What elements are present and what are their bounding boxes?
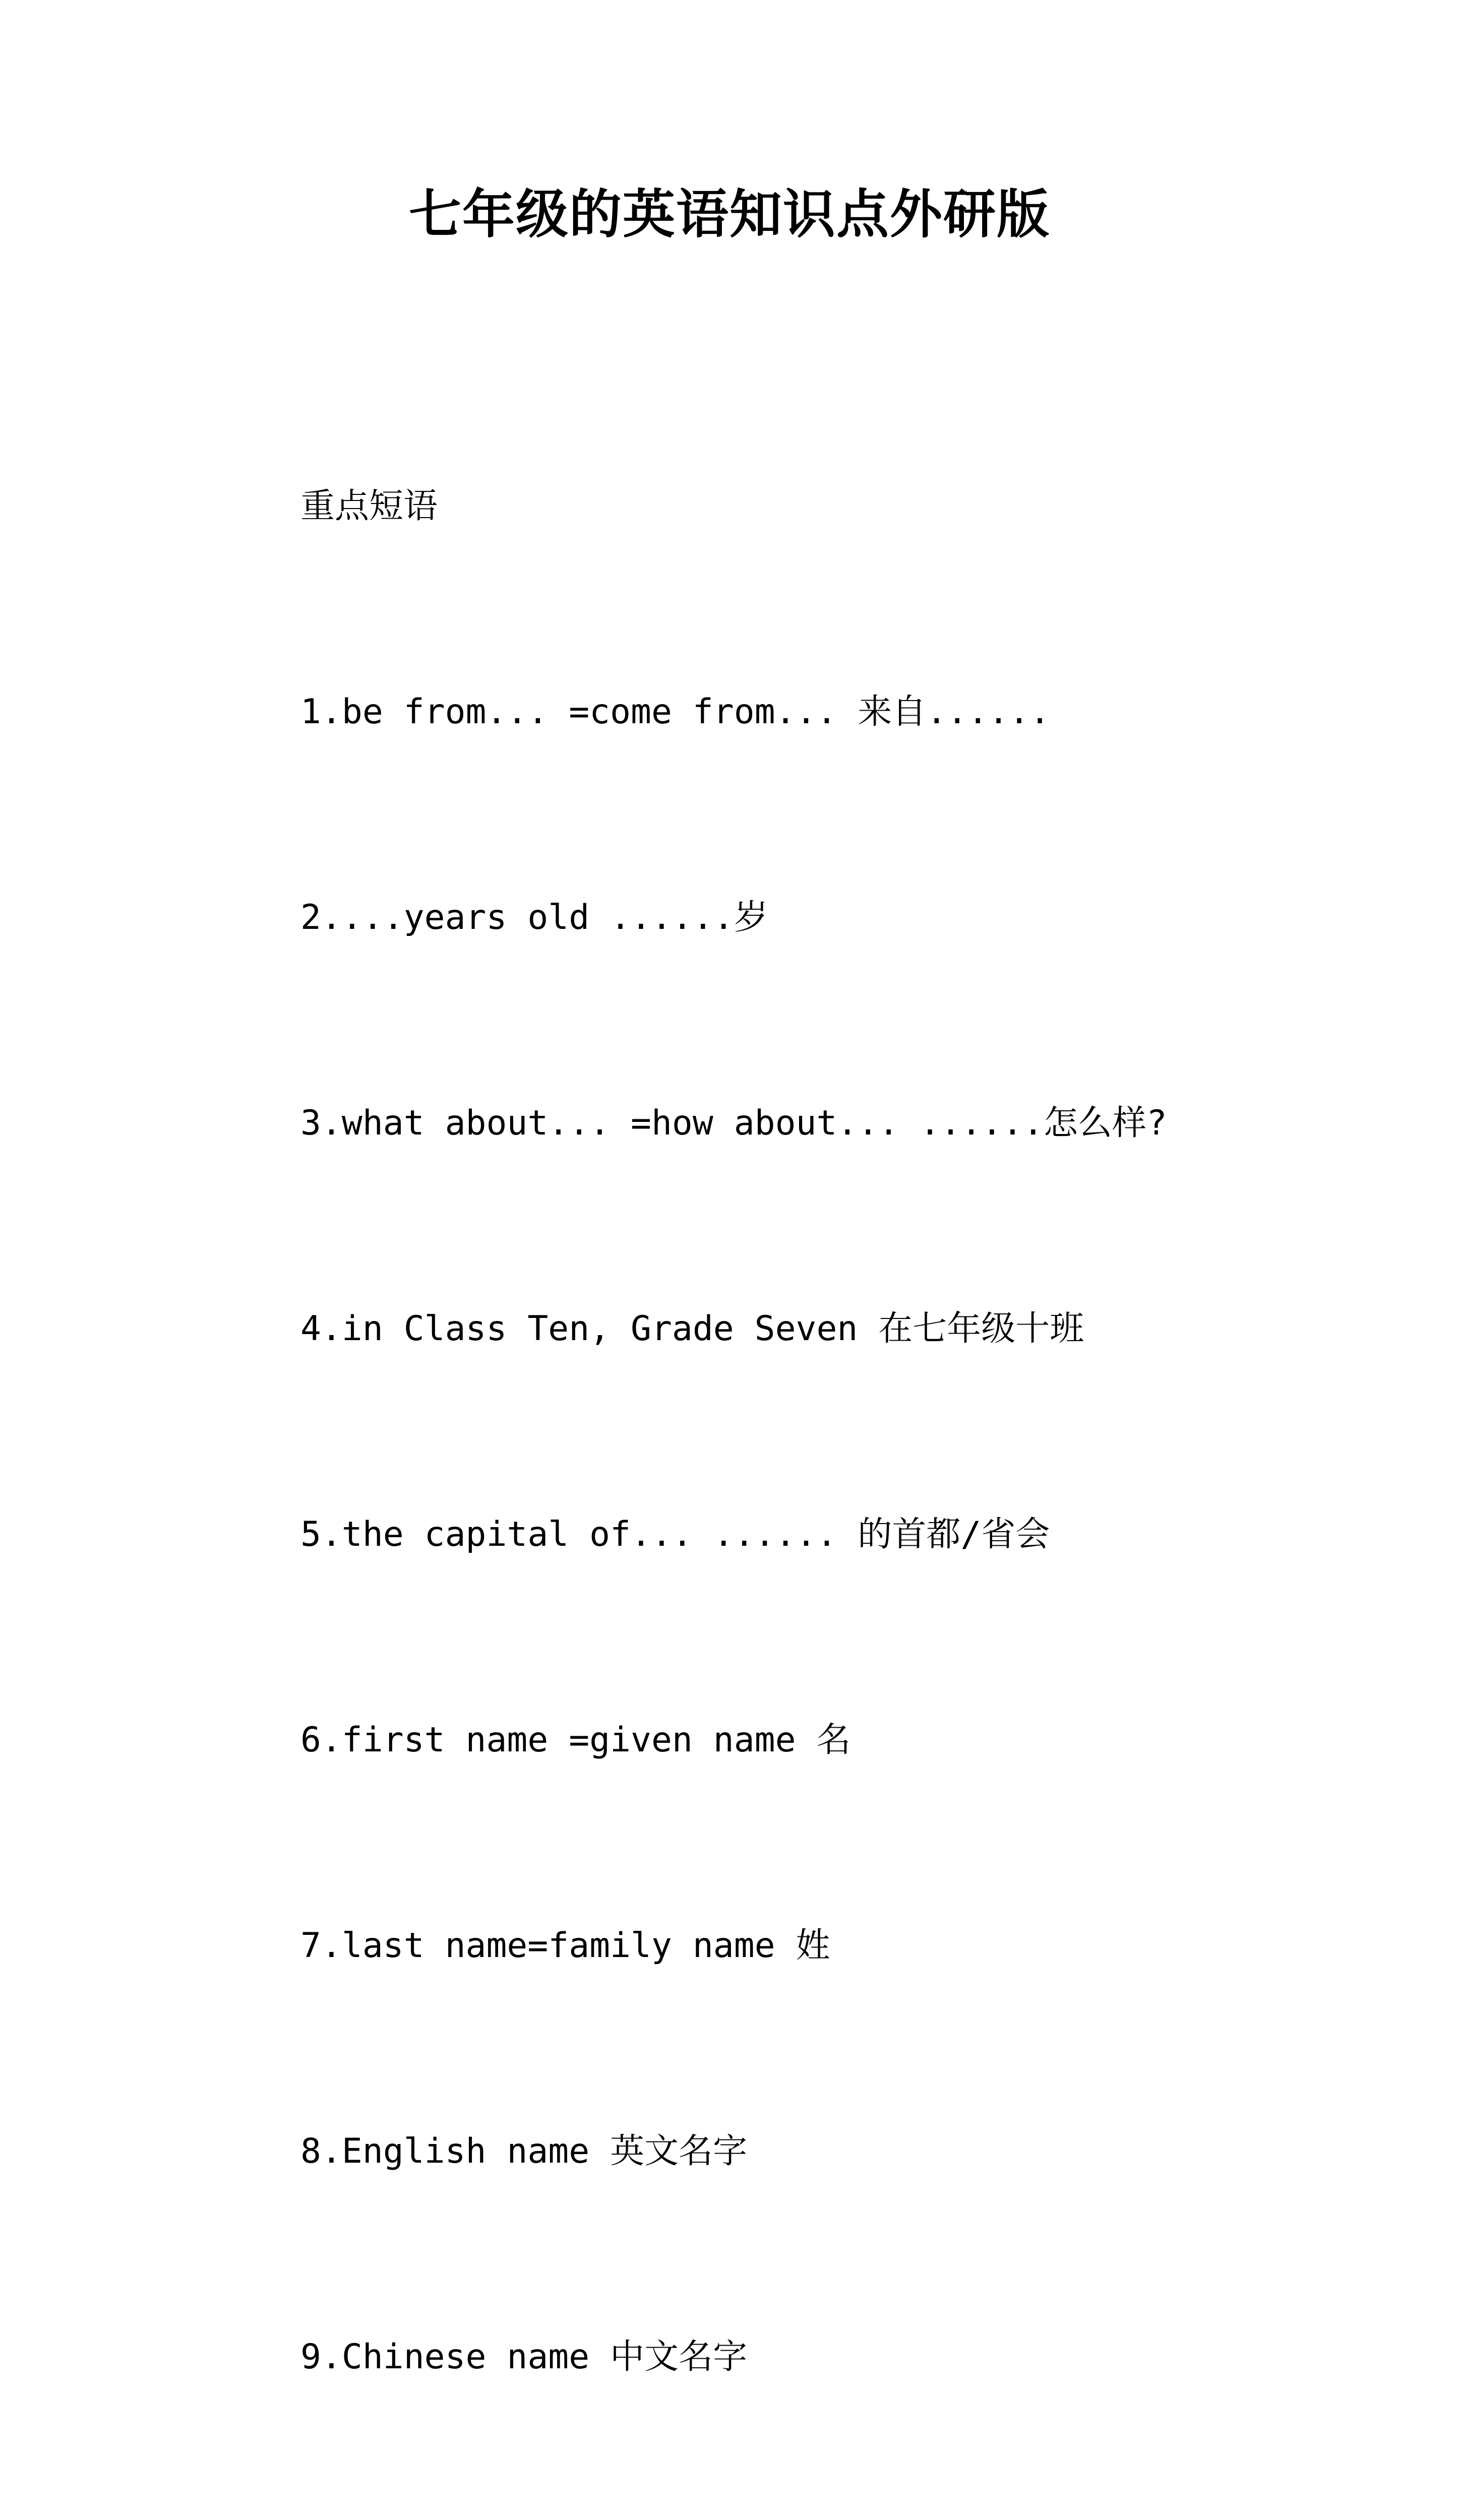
phrase-line: 1.be from... =come from... 来自...... bbox=[300, 692, 1051, 732]
phrase-line: 6.first name =given name 名 bbox=[300, 1720, 851, 1760]
phrase-line: 2....years old ......岁 bbox=[300, 898, 768, 937]
phrase-line: 9.Chinese name 中文名字 bbox=[300, 2337, 748, 2377]
phrase-line: 4.in Class Ten, Grade Seven 在七年级十班 bbox=[300, 1309, 1084, 1349]
phrase-line: 8.English name 英文名字 bbox=[300, 2131, 748, 2171]
phrase-line: 3.what about... =how about... ......怎么样? bbox=[300, 1103, 1167, 1143]
document-title: 七年级的英语知识点外研版 bbox=[408, 183, 1050, 245]
document-body bbox=[222, 335, 1270, 2520]
phrase-line: 7.last name=family name 姓 bbox=[300, 1926, 830, 1966]
section-heading-phrases: 重点短语 bbox=[300, 486, 438, 526]
phrase-line: 5.the capital of... ...... 的首都/省会 bbox=[300, 1515, 1050, 1554]
